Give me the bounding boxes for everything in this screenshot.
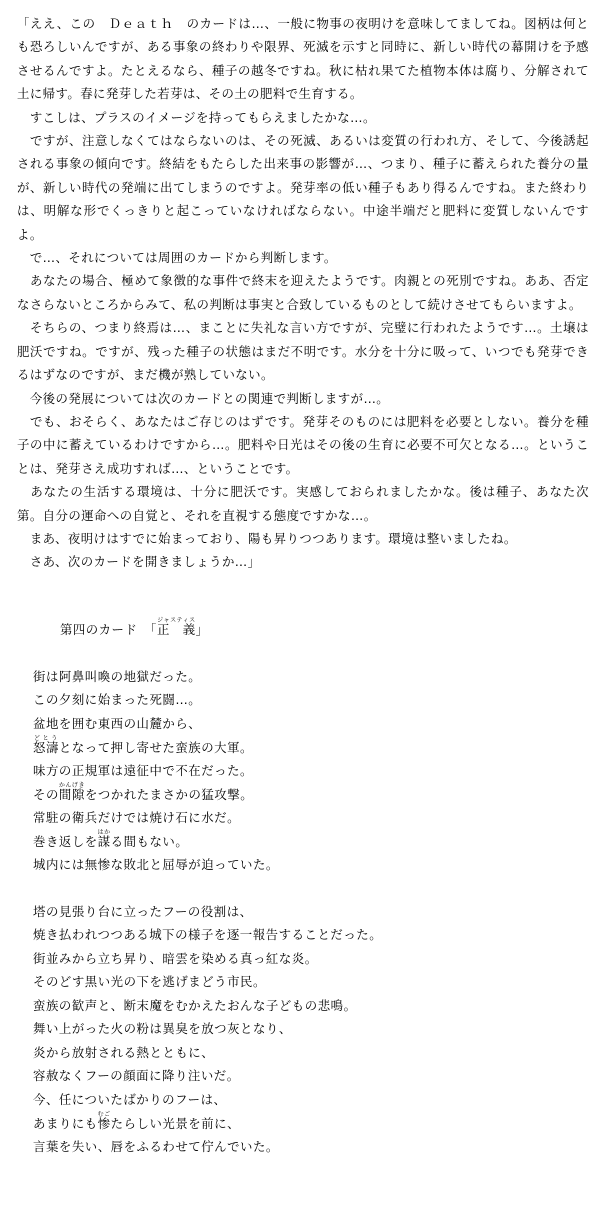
- paragraph: そちらの、つまり終焉は…、まことに失礼な言い方ですが、完璧に行われたようです…。土壌は肥沃ですね。ですが、残った種子の状態はまだ不明です。水分を十分に吸って、いつでも発芽できるはずなのですが、まだ機が熟していない。: [17, 320, 589, 383]
- document-page: [17, 12, 589, 1158]
- poem-line: 塔の見張り台に立ったフーの役割は、: [33, 903, 253, 919]
- paragraph: すこしは、プラスのイメージを持ってもらえましたかな…。: [17, 109, 376, 125]
- poem-line: 味方の正規軍は遠征中で不在だった。: [33, 762, 253, 778]
- paragraph: でも、おそらく、あなたはご存じのはずです。発芽そのものには肥料を必要としない。養分を種子の中に蓄えているわけですから…。肥料や日光はその後の生育に必要不可欠となる…。ということは、発芽さえ成功すれば…、ということです。: [17, 413, 589, 476]
- ruby-reading: はか: [97, 829, 111, 837]
- prose-section: [17, 12, 589, 574]
- poem-line: 蛮族の歓声と、断末魔をむかえたおんな子どもの悲鳴。: [33, 997, 357, 1013]
- poem-line: そのどす黒い光の下を逃げまどう市民。: [33, 974, 266, 990]
- poem-line: 容赦なくフーの顔面に降り注いだ。: [33, 1068, 240, 1084]
- poem-line: 巻き返しを謀はかる間もない。: [33, 829, 189, 850]
- ruby-reading: むご: [97, 1111, 111, 1119]
- heading-suffix: 」: [195, 621, 209, 637]
- paragraph: 今後の発展については次のカードとの関連で判断しますが…。: [17, 390, 390, 406]
- paragraph: まあ、夜明けはすでに始まっており、陽も昇りつつあります。環境は整いましたね。: [17, 530, 517, 546]
- paragraph: で…、それについては周囲のカードから判断します。: [17, 250, 337, 266]
- poem-line: 城内には無惨な敗北と屈辱が迫っていた。: [33, 856, 279, 872]
- ruby-word: 謀はか: [97, 829, 111, 850]
- poem-line: その間隙かんげきをつかれたまさかの猛攻撃。: [33, 782, 254, 803]
- paragraph: あなたの場合、極めて象徴的な事件で終末を迎えたようです。肉親との死別ですね。ああ、否定なさらないところからみて、私の判断は事実と合致しているものとして続けさせてもらいますよ。: [17, 273, 589, 312]
- chapter-heading: [60, 617, 589, 639]
- poem-section: [33, 665, 589, 1159]
- poem-line: 焼き払われつつある城下の様子を逐一報告することだった。: [33, 927, 383, 943]
- poem-line: 常駐の衛兵だけでは焼け石に水だ。: [33, 809, 241, 825]
- ruby-word: 惨むご: [97, 1111, 111, 1132]
- poem-line: 今、任についたばかりのフーは、: [33, 1091, 227, 1107]
- ruby-reading: どとう: [33, 735, 59, 743]
- poem-line: 街並みから立ち昇り、暗雲を染める真っ紅な炎。: [33, 950, 318, 966]
- heading-prefix: 第四のカード 「: [60, 621, 157, 637]
- paragraph: 「ええ、この Ｄｅａｔｈ のカードは…、一般に物事の夜明けを意味してましてね。図柄は何とも恐ろしいんですが、ある事象の終わりや限界、死滅を示すと同時に、新しい時代の幕開けを予感させるんですよ。たとえるなら、種子の越冬ですね。秋に枯れ果てた植物本体は腐り、分解されて土に帰す。春に発芽した若芽は、その土の肥料で生育する。: [17, 16, 589, 102]
- ruby-reading: かんげき: [58, 782, 86, 790]
- paragraph: ですが、注意しなくてはならないのは、その死滅、あるいは変質の行われ方、そして、今後誘起される事象の傾向です。終結をもたらした出来事の影響が…、つまり、種子に蓄えられた養分の量が、新しい時代の発端に出てしまうのですよ。発芽率の低い種子もあり得るんですね。また終わりは、明解な形でくっきりと起こっていなければならない。中途半端だと肥料に変質しないんですよ。: [17, 133, 589, 242]
- poem-line: 炎から放射される熱とともに、: [33, 1044, 215, 1060]
- poem-line: あまりにも惨むごたらしい光景を前に、: [33, 1111, 241, 1132]
- paragraph: あなたの生活する環境は、十分に肥沃です。実感しておられましたかな。後は種子、あなた次第。自分の運命への自覚と、それを直視する態度ですかな…。: [17, 484, 589, 523]
- poem-line: 怒濤どとうとなって押し寄せた蛮族の大軍。: [33, 735, 253, 756]
- poem-line: この夕刻に始まった死闘…。: [33, 692, 202, 708]
- ruby-word: 怒濤どとう: [33, 735, 59, 756]
- paragraph: さあ、次のカードを開きましょうか…」: [17, 554, 261, 570]
- poem-line: 盆地を囲む東西の山麓から、: [33, 715, 202, 731]
- heading-word: 正 義ジャスティス: [156, 616, 196, 637]
- poem-line: 舞い上がった火の粉は異臭を放つ灰となり、: [33, 1021, 292, 1037]
- ruby-word: 間隙かんげき: [58, 782, 86, 803]
- poem-line: 街は阿鼻叫喚の地獄だった。: [33, 668, 202, 684]
- poem-line: 言葉を失い、唇をふるわせて佇んでいた。: [33, 1138, 279, 1154]
- heading-ruby: ジャスティス: [156, 616, 196, 624]
- poem-blank-line: [33, 876, 589, 900]
